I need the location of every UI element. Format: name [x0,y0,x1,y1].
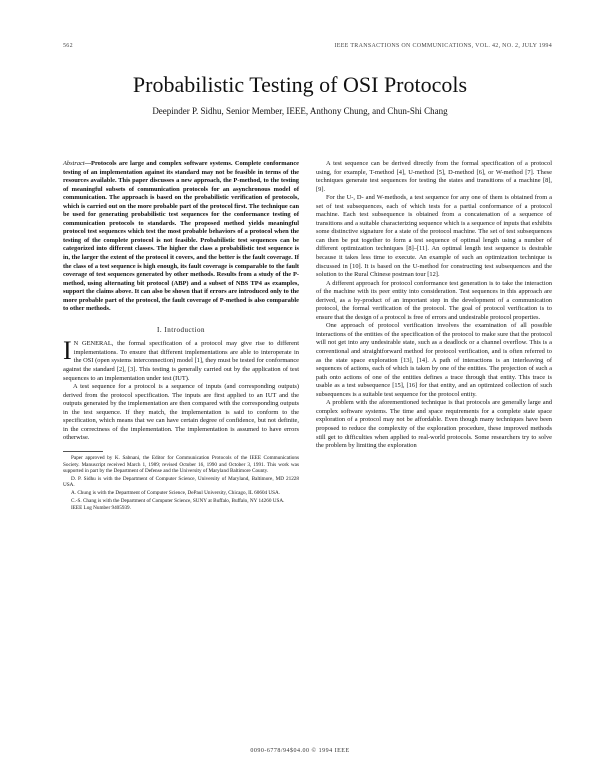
intro-paragraph-2: A test sequence for a protocol is a sequence of inputs (and corresponding outputs) derived from the protocol specification. The inputs are first applied to an IUT and the outputs generated by the implementation are then compared with the corresponding outputs in the test sequence. If they match, the implementation is said to conform to the specification, which means that we can have certain degree of confidence, but not definite, in the correctness of the implementation. The implementation is assumed to have errors otherwise. [63,383,299,442]
intro-paragraph-1-text: N GENERAL, the formal specification of a protocol may give rise to different implementations. To ensure that different implementations are able to interoperate in the OSI (open systems interconnection) model [1], they must be tested for conformance against the standard [2], [3]. This testing is generally carried out by the application of test sequences to an implementation under test (IUT). [63,340,299,382]
copyright-footer: 0090-6778/94$04.00 © 1994 IEEE [250,748,350,754]
section-heading: I. Introduction [157,325,205,334]
body-paragraph: For the U-, D- and W-methods, a test sequence for any one of them is obtained from a set of test subsequences, each of which tests for a partial conformance of a protocol machine. Each test subsequence is obtained from a concatenation of a sequence of transitions and a suitable characterizing sequence which is a sequence of inputs that exhibits some distinctive signature for a state of the protocol machine. The set of test subsequences can then be put together to form a test sequence of optimal length using a number of different optimization techniques [8]–[11]. An optimal length test sequence is desirable because it takes less time to execute. An example of such an optimization technique is discussed in [10]. It is based on the U-method for constructing test subsequences and the solution to the Rural Chinese postman tour [12]. [316,194,552,279]
drop-cap: I [63,336,72,366]
paper-authors: Deepinder P. Sidhu, Senior Member, IEEE, Anthony Chung, and Chun-Shi Chang [152,106,448,116]
footnote: A. Chung is with the Department of Computer Science, DePaul University, Chicago, IL 60604 USA. [71,489,281,496]
right-column [316,160,552,451]
footnotes [63,455,299,512]
footnote: IEEE Log Number 9405939. [71,505,131,512]
page-number: 562 [63,43,73,49]
body-paragraph: A different approach for protocol conformance test generation is to take the interaction of the machine with its peer entity into consideration. Test sequences in this approach are derived, as a by-product of an important step in the development of a communication protocol, the formal verification of the protocol. The goal of protocol verification is to ensure that the design of a protocol is free of errors and undesirable protocol properties. [316,279,552,321]
abstract-lead: Abstract [63,160,85,167]
abstract [63,160,299,314]
journal-header: IEEE TRANSACTIONS ON COMMUNICATIONS, VOL. 42, NO. 2, JULY 1994 [334,43,552,49]
body-paragraph: One approach of protocol verification involves the examination of all possible interactions of the entities of the specification of the protocol to make sure that the protocol will not get into any undesirable state, such as a deadlock or a channel overflow. This is a conventional and straightforward method for protocol verification, and is often referred to as the state space exploration [13], [14]. A path of interactions is an interleaving of sequences of actions, each of which is taken by one of the entities. The projection of such a path onto actions of one of the entities defines a trace through that entity. This trace is usable as a test subsequence [15], [16] for that entity, and an optimized collection of such subsequences is a suitable test sequence for the protocol entity. [316,322,552,398]
intro-paragraph-1 [63,336,299,383]
footnote: C.-S. Chang is with the Department of Computer Science, SUNY at Buffalo, Buffalo, NY 14260 USA. [71,497,285,504]
abstract-text: —Protocols are large and complex software systems. Complete conformance testing of an implementation against its standard may not be feasible in terms of the resources available. This paper discusses a new approach, the P-method, to the testing of meaningful subsets of communication protocols for an asynchronous model of communication. The approach is based on the probabilistic verification of protocols, which is carried out on the more probable part of the protocol first. The technique can be used for generating probabilistic test sequences for the conformance testing of communication protocols to standards. The proposed method yields meaningful protocol test sequences which test the most probable behaviors of a protocol when the testing of the complete protocol is not feasible. Probabilistic test sequences can be categorized into different classes. The higher the class a probabilistic test sequence is in, the larger the extent of the protocol it covers, and the better is the fault coverage. If the class of a test sequence is high enough, its fault coverage is comparable to the fault coverage of test sequences generated by other methods. Results from a study of the P-method, using alternating bit protocol (ABP) and a subset of NBS TP4 as examples, support the claims above. It can also be shown that if errors are introduced only to the more probable part of the protocol, the fault coverage of P-method is also comparable to other methods. [63,160,299,313]
footnote: Paper approved by K. Sabnani, the Editor for Communication Protocols of the IEEE Communications Society. Manuscript received March 1, 1989; revised October 16, 1990 and October 3, 1991. This work was supported in part by the Department of Defense and the University of Maryland Baltimore County. [63,454,299,475]
body-paragraph: A test sequence can be derived directly from the formal specification of a protocol using, for example, T-method [4], U-method [5], D-method [6], or W-method [7]. These techniques generate test sequences for testing the states and transitions of a machine [8], [9]. [316,160,552,193]
footnote-divider [63,451,103,452]
footnote: D. P. Sidhu is with the Department of Computer Science, University of Maryland, Baltimore, MD 21228 USA. [63,475,299,489]
body-paragraph: A problem with the aforementioned technique is that protocols are generally large and complex software systems. The time and space requirements for a complete state space exploration of a protocol may not be affordable. Even though many techniques have been proposed to reduce the complexity of the exploration procedure, these improved methods still get to difficulties when applied to real-world protocols. Some researchers try to solve the problem by limiting the exploration [316,399,552,450]
left-column [63,160,299,513]
paper-title: Probabilistic Testing of OSI Protocols [132,72,468,97]
